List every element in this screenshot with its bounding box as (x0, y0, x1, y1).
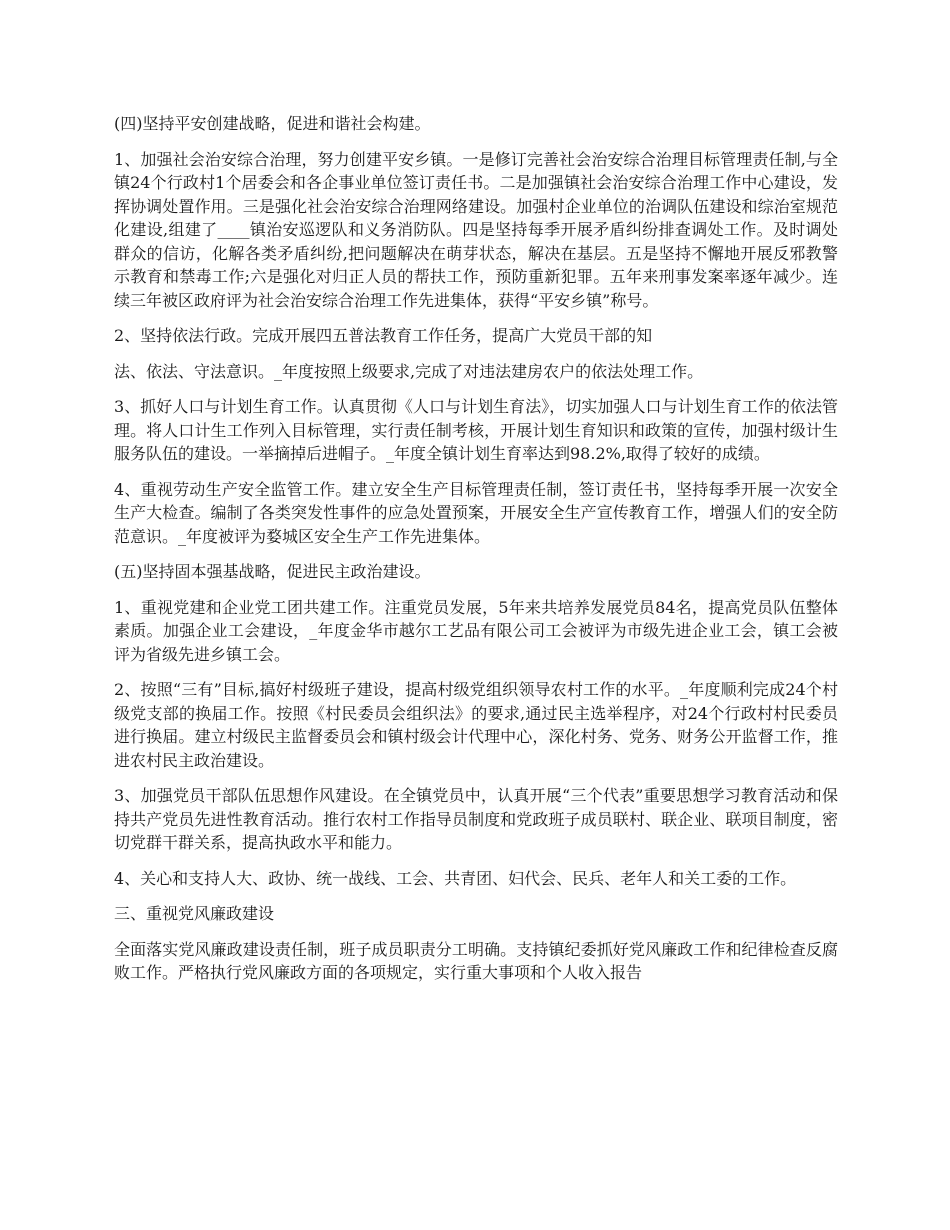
paragraph-rule-of-law-continued: 法、依法、守法意识。_年度按照上级要求,完成了对违法建房农户的依法处理工作。 (114, 361, 704, 381)
section-heading-5: (五)坚持固本强基战略，促进民主政治建设。 (114, 562, 431, 581)
document-body (114, 112, 838, 997)
paragraph-public-security: 1、加强社会治安综合治理，努力创建平安乡镇。一是修订完善社会治安综合治理目标管理责任制,与全镇24个行政村1个居委会和各企事业单位签订责任书。二是加强镇社会治安综合治理工作中心建设，发挥协调处置作用。三是强化社会治安综合治理网络建设。加强村企业单位的治调队伍建设和综治室规范化建设,组建了____镇治安巡逻队和义务消防队。四是坚持每季开展矛盾纠纷排查调处工作。及时调处群众的信访，化解各类矛盾纠纷,把问题解决在萌芽状态，解决在基层。五是坚持不懈地开展反邪教警示教育和禁毒工作;六是强化对归正人员的帮扶工作，预防重新犯罪。五年来刑事发案率逐年减少。连续三年被区政府评为社会治安综合治理工作先进集体，获得“平安乡镇”称号。 (114, 149, 838, 310)
section-heading-integrity: 三、重视党风廉政建设 (114, 904, 275, 923)
paragraph-integrity: 全面落实党风廉政建设责任制，班子成员职责分工明确。支持镇纪委抓好党风廉政工作和纪律检查反腐败工作。严格执行党风廉政方面的各项规定，实行重大事项和个人收入报告 (114, 939, 838, 982)
paragraph-family-planning: 3、抓好人口与计划生育工作。认真贯彻《人口与计划生育法》，切实加强人口与计划生育工作的依法管理。将人口计生工作列入目标管理，实行责任制考核，开展计划生育知识和政策的宣传，加强村级计生服务队伍的建设。一举摘掉后进帽子。_年度全镇计划生育率达到98.2%,取得了较好的成绩。 (114, 397, 838, 463)
paragraph-mass-organizations: 4、关心和支持人大、政协、统一战线、工会、共青团、妇代会、民兵、老年人和关工委的工作。 (114, 868, 797, 888)
paragraph-village-leadership: 2、按照“三有”目标,搞好村级班子建设，提高村级党组织领导农村工作的水平。_年度顺利完成24个村级党支部的换届工作。按照《村民委员会组织法》的要求,通过民主选举程序，对24个行政村村民委员进行换届。建立村级民主监督委员会和镇村级会计代理中心，深化村务、党务、财务公开监督工作，推进农村民主政治建设。 (114, 680, 838, 770)
paragraph-cadre-conduct: 3、加强党员干部队伍思想作风建设。在全镇党员中，认真开展“三个代表”重要思想学习教育活动和保持共产党员先进性教育活动。推行农村工作指导员制度和党政班子成员联村、联企业、联项目制度，密切党群干群关系，提高执政水平和能力。 (114, 786, 838, 852)
paragraph-work-safety: 4、重视劳动生产安全监管工作。建立安全生产目标管理责任制，签订责任书，坚持每季开展一次安全生产大检查。编制了各类突发性事件的应急处置预案，开展安全生产宣传教育工作，增强人们的安全防范意识。_年度被评为婺城区安全生产工作先进集体。 (114, 479, 838, 546)
section-heading-4: (四)坚持平安创建战略，促进和谐社会构建。 (114, 114, 431, 133)
paragraph-party-building: 1、重视党建和企业党工团共建工作。注重党员发展，5年来共培养发展党员84名，提高党员队伍整体素质。加强企业工会建设，_年度金华市越尔工艺品有限公司工会被评为市级先进企业工会，镇工会被评为省级先进乡镇工会。 (114, 597, 838, 664)
paragraph-rule-of-law: 2、坚持依法行政。完成开展四五普法教育工作任务，提高广大党员干部的知 (114, 326, 653, 345)
